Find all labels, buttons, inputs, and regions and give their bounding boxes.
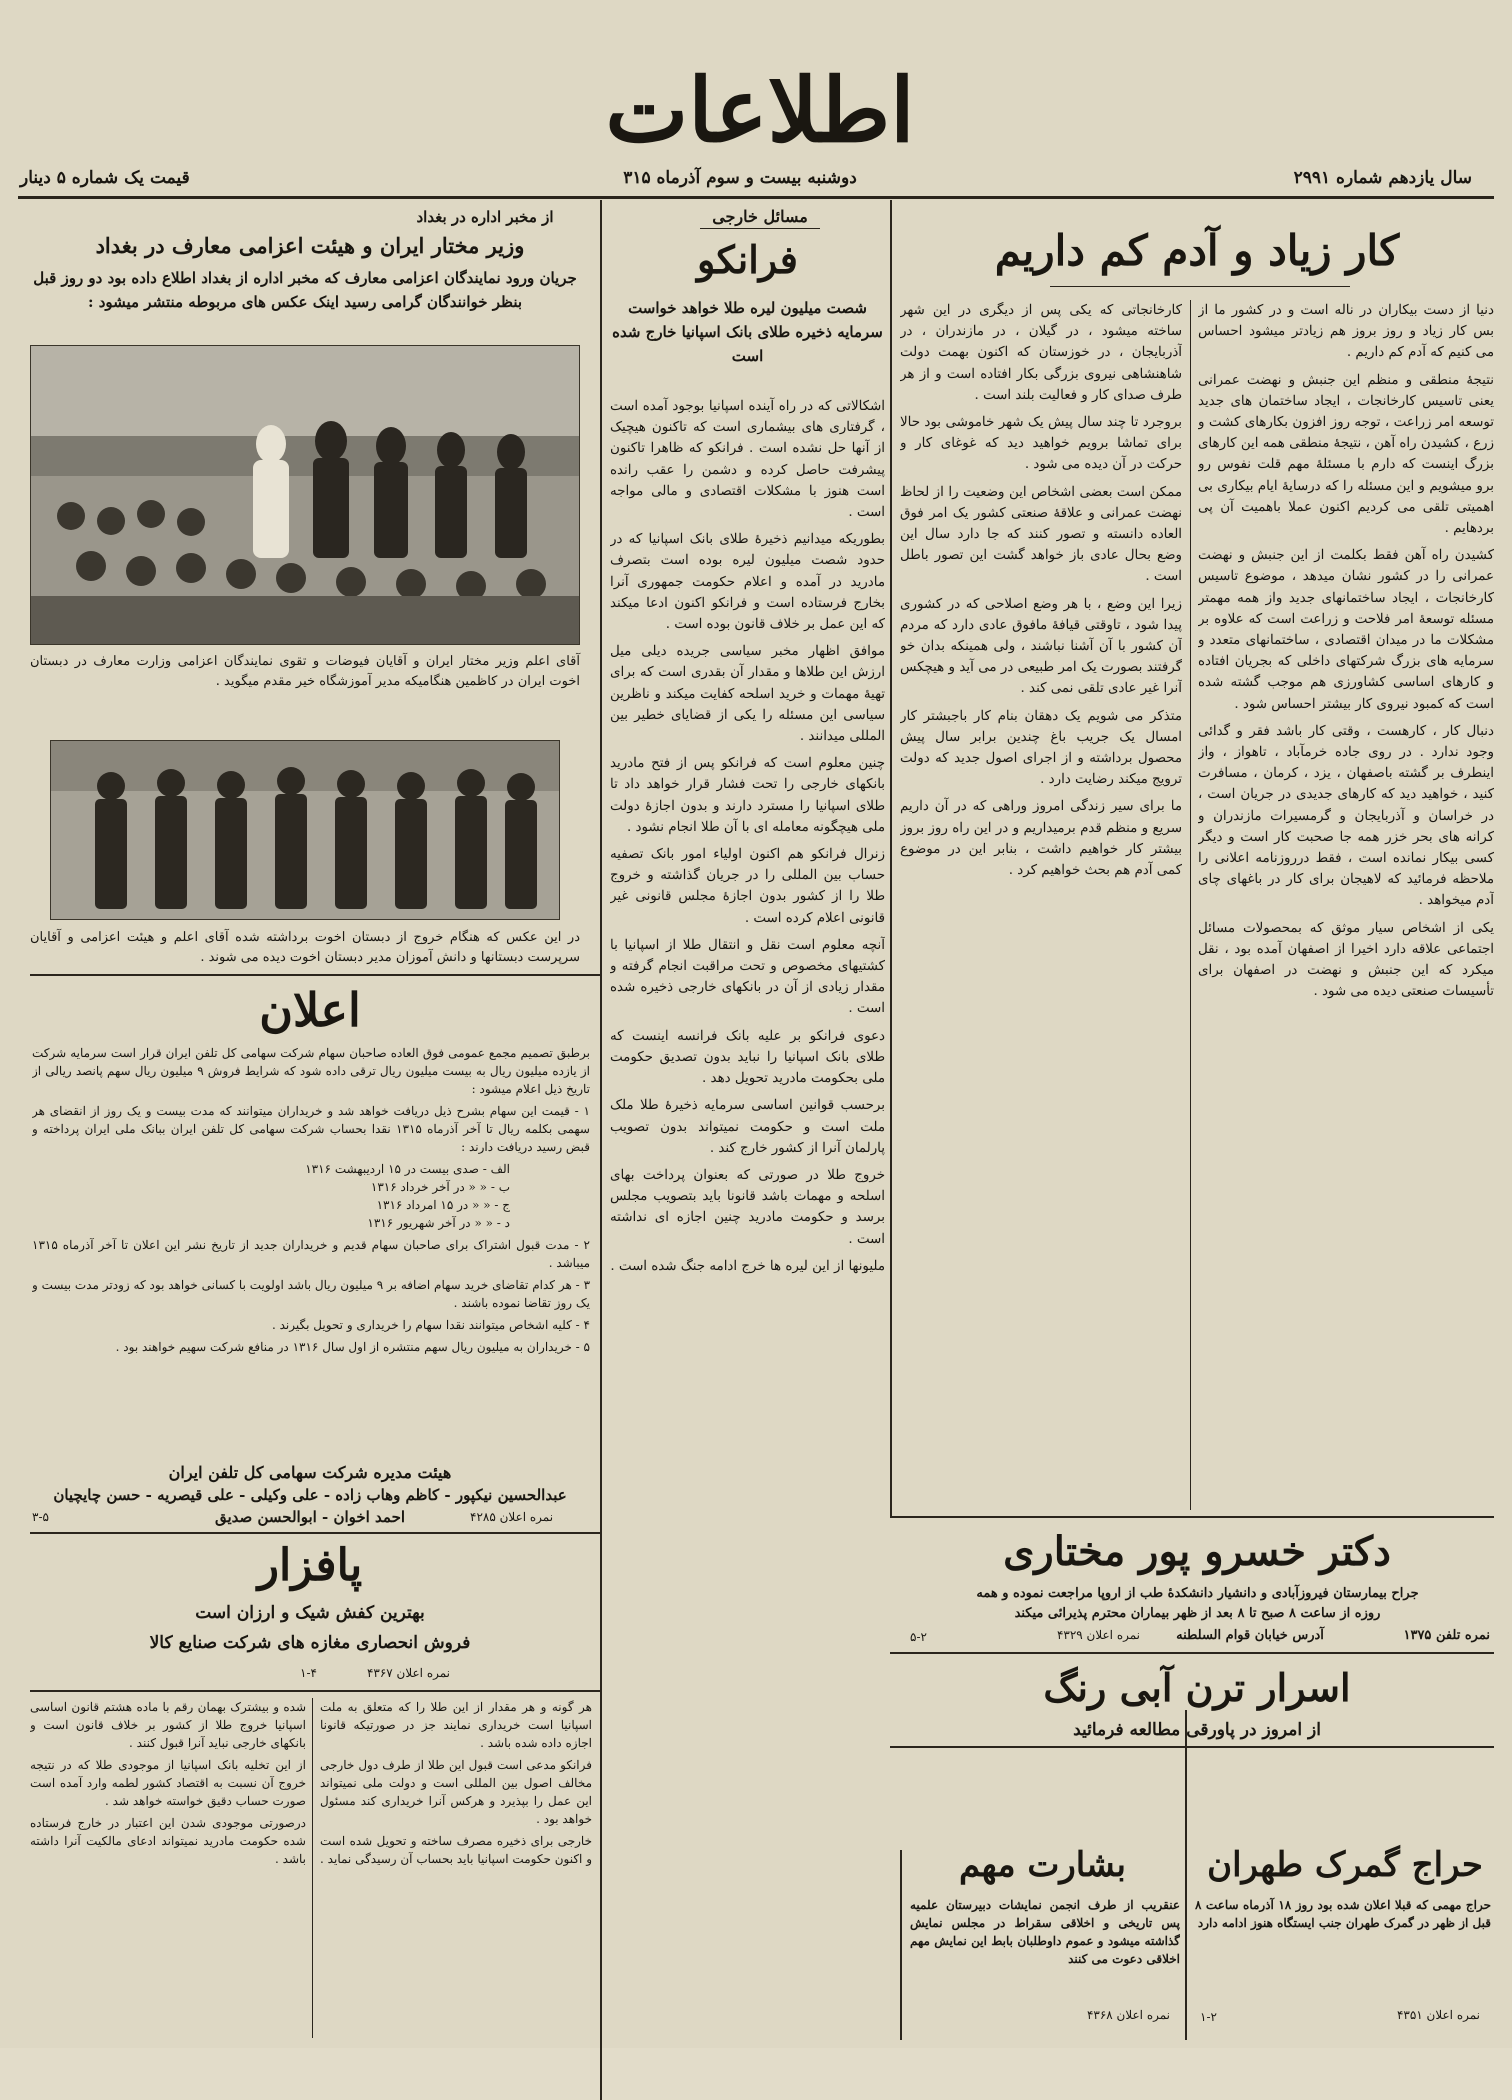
auction-ad-text: حراج مهمی که قبلا اعلان شده بود روز ۱۸ آذرماه ساعت ۸ قبل از ظهر در گمرک طهران جنب ایستگاه هنوز ادامه دارد	[1195, 1898, 1491, 1930]
column-rule	[1185, 1710, 1187, 2040]
foreign-headline: فرانکو	[697, 237, 798, 282]
paragraph: دعوی فرانکو بر علیه بانک فرانسه اینست که طلای بانک اسپانیا را نباید بدون تصدیق حکومت ملی بحکومت مادرید تحویل دهد .	[610, 1028, 885, 1087]
column-rule	[890, 200, 892, 1516]
schedule-row: د - « « در آخر شهریور ۱۳۱۶	[367, 1216, 510, 1230]
schedule-row: ب - « « در آخر خرداد ۱۳۱۶	[370, 1180, 510, 1194]
notice-intro: برطبق تصمیم مجمع عمومی فوق العاده صاحبان سهام شرکت سهامی کل تلفن ایران قرار است سرمایه شرکت از یازده میلیون ریال به بیست میلیون ریال ترقی داده شود که شرایط فروش ۹ میلیون ریال سهم پانصد ریالی از تاریخ ذیل اعلام میشود :	[32, 1046, 590, 1096]
issue-date: دوشنبه بیست و سوم آذرماه ۳۱۵	[623, 168, 857, 188]
paragraph: کشیدن راه آهن فقط بکلمت از این جنبش و نهضت عمرانی را در کشور نشان میدهد ، موضوع تاسیس کارخانجات ، ایجاد ساختمانهای جدید واز همه مهمتر مسئله توسعهٔ امر فلاحت و زراعت است که علاوه بر مشکلات ما در میدان اقتصادی ، ساختمانهای متعدد و سرمایه های بزرگ شرکتهای داخلی که بجریان افتاده و کارهای اساسی کشاورزی هم موجب گشته شده است که کمبود نیروی کار بیشتر احساس شود .	[1198, 548, 1494, 712]
main-article-col2	[900, 300, 1182, 1510]
photo-caption-2: در این عکس که هنگام خروج از دبستان اخوت برداشته شده آقای اعلم و هیئت اعزامی و آقایان سرپرست دبستانها و دانش آموزان مدیر دبستان اخوت دیده می شوند .	[30, 930, 580, 965]
baghdad-headline: وزیر مختار ایران و هیئت اعزامی معارف در بغداد	[95, 233, 525, 258]
doctor-ad-code: ۵-۲	[910, 1630, 927, 1644]
doctor-phone: نمره تلفن ۱۳۷۵	[1403, 1628, 1490, 1643]
paragraph: خارجی برای ذخیره مصرف ساخته و تحویل شده است و اکنون حکومت اسپانیا باید بحساب آن رسیدگی نماید .	[320, 1834, 592, 1866]
notice-clause: ۵ - خریداران به میلیون ریال سهم منتشره از اول سال ۱۳۱۶ در منافع شرکت سهیم خواهند بود .	[115, 1340, 590, 1354]
photo-kazemain-school	[30, 345, 580, 645]
main-article-col1	[1198, 300, 1494, 1510]
shoe-ad-title: پافزار	[257, 1540, 363, 1591]
masthead-rule	[18, 196, 1494, 199]
notice-names: عبدالحسین نیکپور - کاظم وهاب زاده - علی وکیلی - علی قیصریه - حسن چایچیان	[53, 1486, 567, 1504]
notice-names: احمد اخوان - ابوالحسن صدیق	[214, 1508, 406, 1526]
paragraph: یکی از اشخاص سیار موثق که بمحصولات مسائل اجتماعی علاقه دارد اخیرا از اصفهان آمده بود ، نقل میکرد که این جنبش و نهضت در اصفهان برای تأسیسات صنعتی دیده می شود .	[1198, 920, 1494, 1000]
main-headline: کار زیاد و آدم کم داریم	[994, 226, 1400, 275]
paragraph: بروجرد تا چند سال پیش یک شهر خاموشی بود حالا برای تماشا برویم خواهید دید که غوغای کار و حرکت در آن دیده می شود .	[900, 415, 1182, 473]
paragraph: اشکالاتی که در راه آینده اسپانیا بوجود آمده است ، گرفتاری های بیشماری است که تاکنون هیچیک از آنها حل نشده است . فرانکو که ظاهرا تاکنون پیشرفت حاصل کرده و دشمن را عقب رانده است هنوز با مشکلات اقتصادی و مالی مواجه است .	[610, 399, 885, 521]
section-rule	[890, 1746, 1494, 1748]
shoe-ad-number: نمره اعلان ۴۳۶۷	[366, 1666, 450, 1680]
doctor-ad-line: جراح بیمارستان فیروزآبادی و دانشیار دانشکدهٔ طب از اروپا مراجعت نموده و همه	[976, 1586, 1419, 1601]
news-ad-number: نمره اعلان ۴۳۶۸	[1086, 2008, 1170, 2022]
notice-clause: ۴ - کلیه اشخاص میتوانند نقدا سهام را خریداری و تحویل بگیرند .	[272, 1318, 590, 1332]
auction-ad-number: نمره اعلان ۴۳۵۱	[1396, 2008, 1480, 2022]
shoe-ad-code: ۱-۴	[300, 1666, 317, 1680]
shoe-ad-line: فروش انحصاری مغازه های شرکت صنایع کالا	[149, 1633, 471, 1653]
section-rule	[890, 1652, 1494, 1654]
notice-clause: ۳ - هر کدام تقاضای خرید سهام اضافه بر ۹ میلیون ریال باشد اولویت با کسانی خواهد بود که زودتر مدت بیست و یک روز تقاضا نموده باشند .	[32, 1278, 590, 1310]
shoe-ad-line: بهترین کفش شیک و ارزان است	[195, 1603, 425, 1623]
paragraph: بطوریکه میدانیم ذخیرهٔ طلای بانک اسپانیا که در حدود شصت میلیون لیره بوده است بتصرف مادرید در آمده و اعلام حکومت جمهوری آنرا بخارج فرستاده است و فرانکو اکنون ادعا میکند که این عمل بر خلاف قانون بوده است .	[610, 532, 885, 633]
paragraph: موافق اظهار مخبر سیاسی جریده دیلی میل ارزش این طلاها و مقدار آن بقدری است که برای تهیهٔ مهمات و خرید اسلحه کفایت میکند و ناظرین سیاسی این مسئله را یکی از قضایای خطیر بین المللی میدانند .	[610, 644, 885, 745]
continued-article-col1	[320, 1698, 592, 2038]
payment-schedule	[112, 1160, 510, 1232]
paragraph: برحسب قوانین اساسی سرمایه ذخیرهٔ طلا ملک ملت است و حکومت نمیتواند بدون تصویب پارلمان آنرا از کشور خارج کند .	[610, 1098, 885, 1156]
foreign-subheadline: شصت میلیون لیره طلا خواهد خواست سرمایه ذخیره طلای بانک اسپانیا خارج شده است	[612, 299, 883, 365]
continued-article-col2	[30, 1698, 306, 2038]
notice-code: ۳-۵	[32, 1510, 49, 1524]
schedule-row: الف - صدی بیست در ۱۵ اردیبهشت ۱۳۱۶	[305, 1162, 510, 1176]
paragraph: زیرا این وضع ، با هر وضع اصلاحی که در کشوری پیدا شود ، تاوقتی قیافهٔ مافوق عادی دارد که مردم آن کشور با آن آشنا نباشند ، ولی همینکه بدان خو گرفتند بصورت یک امر طبیعی در می آید و هیچکس آنرا غیر عادی تلقی نمی کند .	[900, 596, 1182, 697]
notice-body	[32, 1044, 590, 1464]
paragraph: خروج طلا در صورتی که بعنوان پرداخت بهای اسلحه و مهمات باشد قانونا باید بتصویب مجلس برسد و حکومت مادرید چنین اجازه ای نداشته است .	[610, 1167, 885, 1247]
paragraph: زنرال فرانکو هم اکنون اولیاء امور بانک تصفیه حساب بین المللی را در جریان گذاشته و خروج طلا را از کشور بدون اجازهٔ مجلس قانونی غیر قانونی اعلام کرده است .	[610, 847, 885, 926]
paragraph: نتیجهٔ منطقی و منظم این جنبش و نهضت عمرانی یعنی تاسیس کارخانجات ، ایجاد ساختمان های جدید توسعه امر زراعت ، توجه روز افزون بکارهای کشت و زرع ، کشیدن راه آهن ، نتیجهٔ منطقی همه این کارهای بزرگ اینست که دارم با مسئلهٔ مهم قلت نفوس رو برو میشویم و این مسئله را که درسایهٔ ایام بیکاری بی اهمیتی تلقی می کردیم اکنون عملا باهمیت آن پی بردهایم .	[1198, 372, 1494, 537]
foreign-article	[610, 396, 885, 2096]
section-rule	[890, 1516, 1494, 1518]
notice-clause: ۱ - قیمت این سهام بشرح ذیل دریافت خواهد شد و خریداران میتوانند که مدت بیست و یک روز از انقضای هر سهمی بکلمه ریال تا آخر آذرماه ۱۳۱۵ نقدا بحساب شرکت سهامی کل تلفن ایران ببانک ملی ایران پرداخته و قبض رسید دریافت دارند :	[32, 1104, 590, 1154]
section-rule	[30, 1690, 600, 1692]
column-rule	[600, 200, 602, 2100]
serial-ad-title: اسرار ترن آبی رنگ	[1043, 1665, 1351, 1710]
notice-board: هیئت مدیره شرکت سهامی کل تلفن ایران	[168, 1463, 452, 1482]
notice-number: نمره اعلان ۴۲۸۵	[470, 1510, 554, 1524]
schedule-row: ج - « « در ۱۵ امرداد ۱۳۱۶	[376, 1198, 510, 1212]
paragraph: دنیا از دست بیکاران در ناله است و در کشور ما از بس کار زیاد و روز بروز هم زیادتر میشود احساس می کنیم که آدم کم داریم .	[1198, 303, 1494, 361]
paragraph: ما برای سیر زندگی امروز وراهی که در آن داریم سریع و منظم قدم برمیداریم و در این راه روز بروز بیشتر کار خواهیم داشت ، بنابر این در موضوع کمی آدم هم بحث خواهیم کرد .	[900, 799, 1182, 879]
headline-rule	[1050, 286, 1350, 287]
paragraph: شده و بیشترک بهمان رقم با ماده هشتم قانون اساسی اسپانیا خروج طلا از کشور بر خلاف قانون است و بانکهای خارجی نباید آنرا قبول کنند .	[30, 1700, 306, 1750]
notice-title: اعلان	[259, 983, 361, 1037]
notice-clause: ۲ - مدت قبول اشتراک برای صاحبان سهام قدیم و خریداران جدید از تاریخ نشر این اعلان تا آخر آذرماه ۱۳۱۵ میباشد .	[32, 1238, 590, 1270]
paragraph: کارخانجاتی که یکی پس از دیگری در این شهر ساخته میشود ، در گیلان ، در مازندران ، در آذربایجان ، در خوزستان که اکنون بهمت دولت شاهنشاهی نیروی بزرگی بکار افتاده است و از هر طرف صدای کار و فعالیت بلند است .	[900, 303, 1182, 403]
photo-school-exit	[50, 740, 560, 920]
paragraph: ملیونها از این لیره ها خرج ادامه جنگ شده است .	[610, 1258, 885, 1274]
baghdad-label: از مخبر اداره در بغداد	[416, 208, 554, 226]
paragraph: هر گونه و هر مقدار از این طلا را که متعلق به ملت اسپانیا است خریداری نمایند جز در صورتیکه قانونا اجازه داده شده باشد .	[320, 1700, 592, 1750]
paragraph: دنبال کار ، کارهست ، وقتی کار باشد فقر و گدائی وجود ندارد . در روی جاده خرمآباد ، تاهواز ، واز اینطرف بر گشته باصفهان ، یزد ، کرمان ، مسافرت کنید ، خواهید دید که کارهای جدیدی در جریان است ، در خراسان و آذربایجان و گرمسیرات مازندران و کرانه های بحر خزر همه جا صحبت کار است و دیگر کسی بیکار نمانده است ، فقط درروزنامه اعلانی را ملاحظه فرمائید که لاهیجان برای کار در باغهای چای آدم میخواهد .	[1198, 723, 1494, 909]
column-rule	[1190, 300, 1191, 1510]
serial-ad-line: از امروز در پاورقی مطالعه فرمائید	[1073, 1720, 1321, 1740]
column-rule	[312, 1698, 313, 2038]
paragraph: فرانکو مدعی است قبول این طلا از طرف دول خارجی مخالف اصول بین المللی است و دولت ملی نمیتواند این عمل را بپذیرد و هرکس آنرا خریداری کند مسئول خواهد بود .	[320, 1758, 592, 1826]
doctor-address: آدرس خیابان قوام السلطنه	[1176, 1628, 1324, 1643]
section-rule	[30, 974, 600, 976]
section-rule	[30, 1532, 600, 1534]
issue-number: سال یازدهم شماره ۲۹۹۱	[1293, 168, 1472, 188]
section-label: مسائل خارجی	[700, 206, 820, 229]
paragraph: ممکن است بعضی اشخاص این وضعیت را از لحاظ نهضت عمرانی و علاقهٔ صنعتی کشور یک امر فوق العاده دانسته و تصور کنند که جا دارد سال این وضع بحال عادی باز خواهد گشت این تصور باطل است .	[900, 484, 1182, 585]
paragraph: درصورتی موجودی شدن این اعتبار در خارج فرستاده شده حکومت مادرید نمیتواند ادعای مالکیت آنرا داشته باشد .	[30, 1816, 306, 1866]
news-ad-title: بشارت مهم	[959, 1845, 1126, 1885]
masthead-title: اطلاعات	[605, 58, 915, 162]
auction-ad-code: ۱-۲	[1200, 2010, 1217, 2024]
column-rule	[900, 1850, 902, 2040]
baghdad-intro: جریان ورود نمایندگان اعزامی معارف که مخبر اداره از بغداد اطلاع داده بود دو روز قبل بنظر خوانندگان گرامی رسید اینک عکس های مربوطه منتشر میشود :	[33, 269, 577, 311]
doctor-ad-name: دکتر خسرو پور مختاری	[1003, 1528, 1391, 1575]
news-ad-text: عنقریب از طرف انجمن نمایشات دبیرستان علمیه پس تاریخی و اخلاقی سقراط در مجلس نمایش گذاشته میشود و عموم داوطلبان بابط این نمایش مهم اخلاقی دعوت می کنند	[910, 1898, 1180, 1966]
issue-price: قیمت یک شماره ۵ دینار	[20, 168, 190, 188]
paragraph: متذکر می شویم یک دهقان بنام کار باجبشتر کار امسال یک جریب باغ چندین برابر سال پیش محصول برداشته و از اجرای اصول جدید که دولت ترویج میکند رضایت دارد .	[900, 708, 1182, 788]
paragraph: چنین معلوم است که فرانکو پس از فتح مادرید بانکهای خارجی را تحت فشار قرار خواهد داد تا طلای اسپانیا را مسترد دارند و بدون اجازهٔ دولت ملی هیچگونه معامله ای با آن طلا انجام نشود .	[610, 756, 885, 835]
doctor-ad-number: نمره اعلان ۴۳۲۹	[1056, 1628, 1140, 1642]
auction-ad-title: حراج گمرک طهران	[1207, 1845, 1483, 1885]
paragraph: از این تخلیه بانک اسپانیا از موجودی طلا که در نتیجه خروج آن نسبت به اقتصاد کشور لطمه وارد آمده است صورت حساب دقیق خواسته خواهد شد .	[30, 1758, 306, 1808]
doctor-ad-line: روزه از ساعت ۸ صبح تا ۸ بعد از ظهر بیماران محترم پذیرائی میکند	[1014, 1606, 1381, 1621]
photo-caption-1: آقای اعلم وزیر مختار ایران و آقایان فیوضات و تقوی نمایندگان اعزامی وزارت معارف در دبستان اخوت ایران در کاظمین هنگامیکه مدیر آموزشگاه خیر مقدم میگوید .	[30, 654, 580, 689]
paragraph: آنچه معلوم است نقل و انتقال طلا از اسپانیا با کشتیهای مخصوص و تحت مراقبت انجام گرفته و مقدار زیادی از آن در بانکهای خارجی ذخیره شده است .	[610, 937, 885, 1017]
